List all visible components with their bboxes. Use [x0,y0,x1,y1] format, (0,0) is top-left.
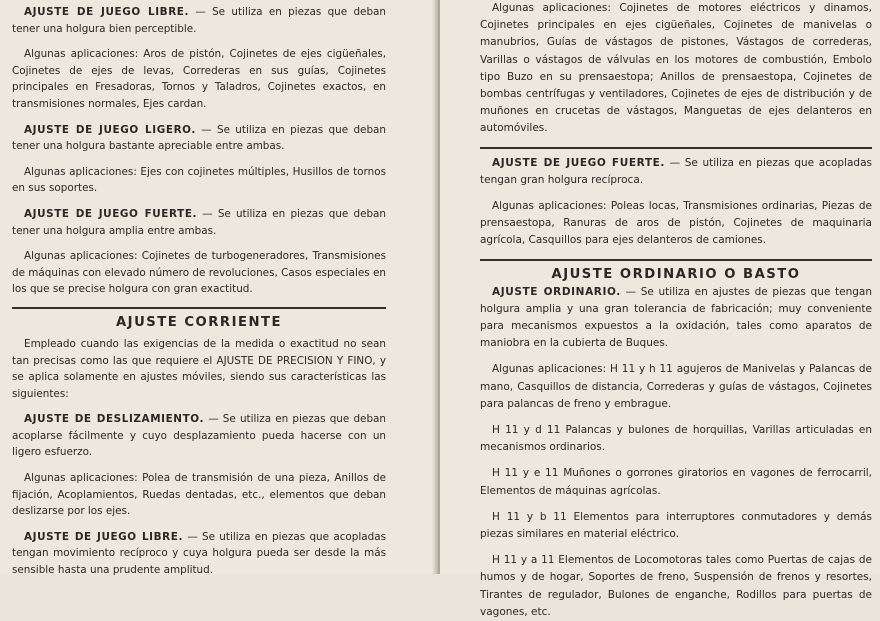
text-juego-libre: — Se utiliza en piezas que deban tener una holgura bien perceptible. [12,6,387,35]
text-juego-libre-2: — Se utiliza en piezas que acopladas tengan movimiento recíproco y cuya holgura pueda ser desde la más sensible hasta una prudente amplitud. [12,530,386,577]
text-juego-ligero: — Se utiliza en piezas que deban tener una holgura bastante apreciable entre ambas. [12,123,386,153]
section-divider-right [480,259,872,261]
applications-deslizamiento-text: Algunas aplicaciones: Polea de transmisión de una pieza, Anillos de fijación, Acoplamientos, Ruedas dentadas, etc., elementos que deban deslizarse por los ejes. [12,472,386,518]
section-title-ajuste-ordinario: AJUSTE ORDINARIO O BASTO [551,266,801,282]
fit-h11-a11-text: H 11 y a 11 Elementos de Locomotoras tales como Puertas de cajas de humos y de hogar, Soportes de freno, Suspensión de frenos y resortes, Tirantes de regulador, Bulones de enganche, Rodillos para puertas de vagones, etc. [480,554,872,618]
fit-h11-d11-text: H 11 y d 11 Palancas y bulones de horquillas, Varillas articuladas en mecanismos ordinarios. [480,424,872,454]
applications-juego-libre-cont [480,0,872,138]
applications-juego-libre [12,46,386,112]
applications-juego-libre-cont-text: Algunas aplicaciones: Cojinetes de motores eléctricos y dinamos, Cojinetes principales en ejes cigüeñales, Cojinetes de manivelas o manubrios, Guías de vástagos de pistones, Vástagos de correderas, Varillas o vástagos de válvulas en los motores de combustión, Embolo tipo Buzo en su prensaestopa; Anillos de prensaestopa, Cojinetes de bombas centrífugas y ventiladores, Cojinetes de ejes de distribución y de muñones en crucetas de vástagos, Manguetas de ejes delanteros en automóviles. [480,2,872,135]
paragraph-ajuste-ordinario [480,284,872,353]
applications-juego-fuerte-right [480,198,872,250]
paragraph-deslizamiento [12,411,386,461]
paragraph-juego-libre [12,4,386,37]
left-page [0,0,438,577]
paragraph-ajuste-corriente [12,336,386,402]
fit-h11-b11 [480,509,872,543]
paragraph-ajuste-corriente-text: Empleado cuando las exigencias de la medida o exactitud no sean tan precisas como las que requiere el AJUSTE DE PRECISION Y FINO, y se aplica solamente en ajustes móviles, siendo sus características las siguientes: [12,337,386,400]
applications-ajuste-ordinario [480,361,872,413]
applications-deslizamiento [12,470,386,520]
text-juego-fuerte: — Se utiliza en piezas que deban tener una holgura amplia entre ambas. [12,207,387,237]
text-juego-fuerte-right: — Se utiliza en piezas que acopladas tengan gran holgura recíproca. [480,156,872,186]
applications-juego-ligero [12,164,386,197]
heading-deslizamiento: AJUSTE DE DESLIZAMIENTO. [24,413,205,426]
heading-juego-libre-2: AJUSTE DE JUEGO LIBRE. [24,530,184,543]
text-deslizamiento: — Se utiliza en piezas que deban acoplarse fácilmente y cuyo desplazamiento pueda hacerse con un ligero esfuerzo. [12,413,386,459]
fit-h11-b11-text: H 11 y b 11 Elementos para interruptores conmutadores y demás piezas similares en material eléctrico. [480,510,872,541]
applications-juego-ligero-text: Algunas aplicaciones: Ejes con cojinetes múltiples, Husillos de tornos en sus soportes. [12,165,386,195]
fit-h11-d11 [480,422,872,456]
paragraph-juego-ligero [12,122,386,155]
applications-juego-libre-text: Algunas aplicaciones: Aros de pistón, Cojinetes de ejes cigüeñales, Cojinetes de ejes de levas, Correderas en sus guías, Cojinetes principales en Fresadoras, Tornos y Taladros, Cojinetes exactos, en transmisiones normales, Ejes cardan. [12,48,386,110]
applications-juego-fuerte-text: Algunas aplicaciones: Cojinetes de turbogeneradores, Transmisiones de máquinas con elevado número de revoluciones, Casos especiales en los que se precise holgura con gran exactitud. [12,250,386,296]
heading-juego-fuerte: AJUSTE DE JUEGO FUERTE. [24,207,198,220]
text-ajuste-ordinario: — Se utiliza en ajustes de piezas que tengan holgura amplia y una gran tolerancia de fabricación; muy conveniente para mecanismos expuestos a la oxidación, tales como aparatos de maniobra en la cubierta de Buques. [480,285,872,350]
fit-h11-e11 [480,465,872,499]
applications-juego-fuerte [12,248,386,298]
heading-juego-ligero: AJUSTE DE JUEGO LIGERO. [24,123,196,136]
section-divider [12,307,386,309]
fit-h11-e11-text: H 11 y e 11 Muñones o gorrones giratorios en vagones de ferrocarril, Elementos de máquinas agrícolas. [480,467,872,497]
heading-juego-fuerte-right: AJUSTE DE JUEGO FUERTE. [492,156,665,169]
heading-ajuste-ordinario: AJUSTE ORDINARIO. [492,285,621,298]
paragraph-juego-fuerte-right [480,155,872,189]
applications-ajuste-ordinario-text: Algunas aplicaciones: H 11 y h 11 agujeros de Manivelas y Palancas de mano, Casquillos de distancia, Correderas y guías de vástagos, Cojinetes para palancas de freno y embrague. [480,363,872,410]
fit-h11-a11 [480,552,872,621]
heading-juego-libre: AJUSTE DE JUEGO LIBRE. [24,6,190,18]
top-divider [480,147,872,149]
paragraph-juego-libre-2 [12,529,386,579]
paragraph-juego-fuerte [12,206,386,239]
section-title-ajuste-corriente: AJUSTE CORRIENTE [115,314,283,330]
right-page [440,0,880,618]
applications-juego-fuerte-right-text: Algunas aplicaciones: Poleas locas, Transmisiones ordinarias, Piezas de prensaestopa, Ranuras de aros de pistón, Cojinetes de maquinaria agrícola, Casquillos para ejes delanteros de camiones. [480,200,872,247]
